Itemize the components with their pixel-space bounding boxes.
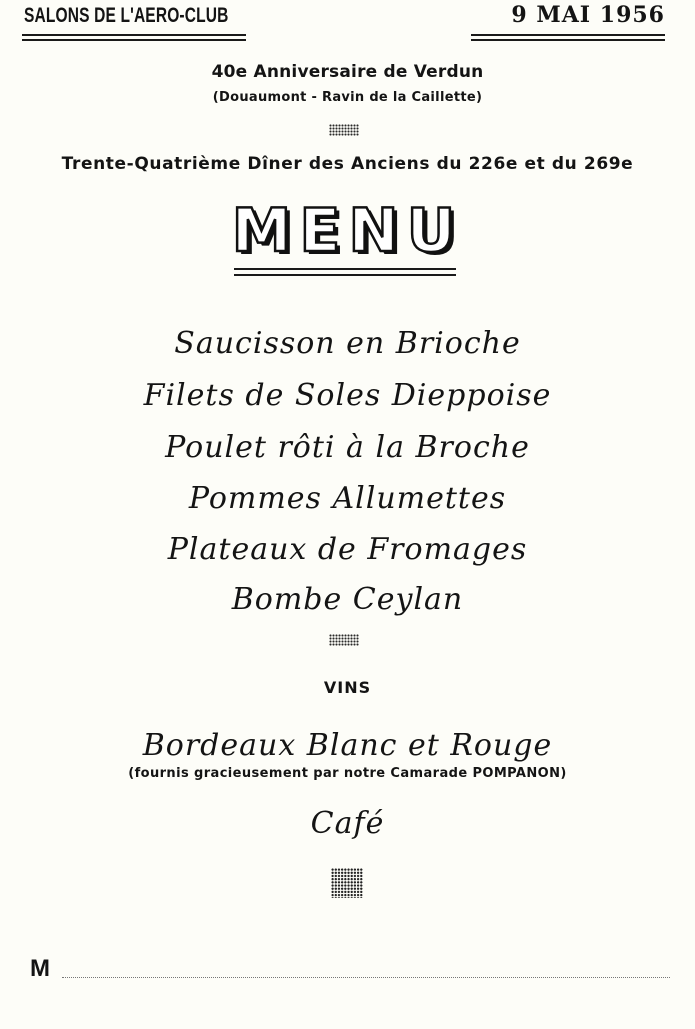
- guest-label: M: [30, 955, 50, 982]
- course-item: Plateaux de Fromages: [167, 532, 528, 567]
- header-rule-right-lower: [471, 39, 665, 41]
- menu-rule-lower: [234, 274, 456, 276]
- anniversary-location: (Douaumont - Ravin de la Caillette): [212, 90, 483, 105]
- header-rule-right: [471, 34, 665, 36]
- ornament-dots-top: [329, 124, 359, 136]
- dinner-title: Trente-Quatrième Dîner des Anciens du 226e et du 269e: [61, 154, 634, 174]
- guest-name-line: [62, 977, 670, 978]
- menu-title: MENU: [231, 196, 464, 266]
- coffee-item: Café: [310, 806, 385, 841]
- menu-rule-upper: [234, 268, 456, 270]
- header-rule-left-lower: [22, 39, 246, 41]
- course-item: Pommes Allumettes: [188, 481, 507, 516]
- wine-note: (fournis gracieusement par notre Camarade POMPANON): [128, 766, 567, 781]
- anniversary-title: 40e Anniversaire de Verdun: [211, 62, 484, 82]
- course-item: Bombe Ceylan: [231, 582, 464, 617]
- wine-selection: Bordeaux Blanc et Rouge: [142, 728, 553, 763]
- course-item: Saucisson en Brioche: [174, 326, 521, 361]
- header-rule-left: [22, 34, 246, 36]
- event-date: 9 MAI 1956: [511, 2, 665, 28]
- ornament-dots-middle: [329, 634, 359, 646]
- course-item: Poulet rôti à la Broche: [165, 430, 530, 465]
- course-item: Filets de Soles Dieppoise: [143, 378, 552, 413]
- wines-heading: VINS: [323, 678, 372, 697]
- ornament-dots-bottom: [331, 868, 363, 898]
- venue-name: SALONS DE L'AERO-CLUB: [24, 4, 229, 27]
